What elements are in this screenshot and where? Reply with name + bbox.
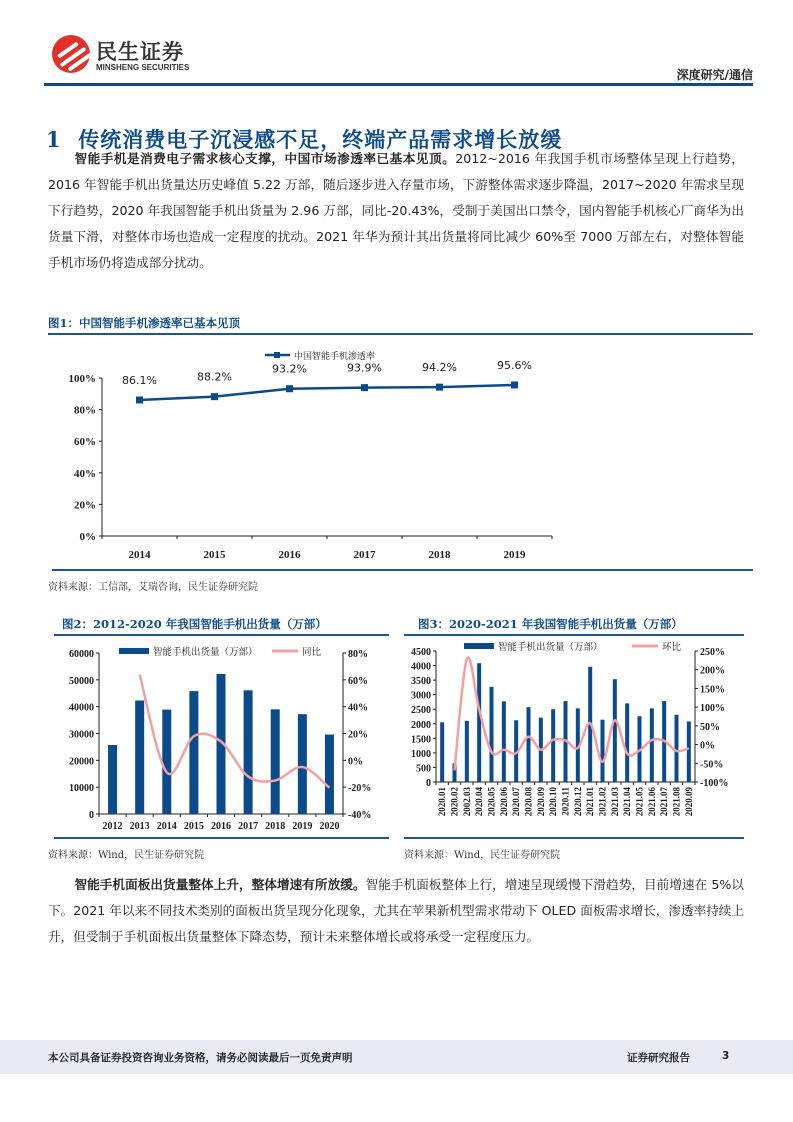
data-point-marker [286,385,293,392]
bar [625,703,629,782]
x-tick-label: 2020.04 [474,787,485,817]
x-tick-label: 2021.07 [659,787,670,817]
x-tick-label: 2021.03 [609,787,620,817]
y2-tick-label: 50% [700,721,720,733]
y2-tick-label: 250% [700,647,725,658]
bar [325,735,334,814]
y2-tick-label: 100% [700,703,725,715]
x-tick-label: 2016 [211,821,231,832]
x-tick-label: 2016 [278,549,301,561]
x-tick-label: 2015 [183,821,204,832]
data-label: 86.1% [122,373,157,387]
bar [298,714,307,814]
bar [502,701,506,782]
x-tick-label: 2014 [128,549,151,561]
figure-1-source: 资料来源：工信部，艾瑞咨询，民生证券研究院 [48,582,258,593]
x-tick-label: 2020.10 [548,787,559,817]
y-tick-label: 60000 [69,649,94,660]
paragraph-1-lead: 智能手机是消费电子需求核心支撑，中国市场渗透率已基本见顶。 [74,151,456,166]
figure-1-bottom-rule [52,569,753,571]
logo-subtext: MINSHENG SECURITIES [96,63,190,72]
bar [601,720,605,782]
paragraph-2 [48,872,744,950]
data-point-marker [136,396,143,403]
y2-tick-label: 0% [700,740,715,752]
x-tick-label: 2015 [203,549,226,561]
y2-tick-label: 150% [700,684,725,696]
data-label: 88.2% [197,370,232,384]
legend-label: 中国智能手机渗透率 [294,352,376,362]
x-tick-label: 2020.09 [683,787,694,817]
bar [675,715,679,782]
bar [490,687,494,782]
x-tick-label: 2021.08 [671,787,682,817]
legend-bar-swatch [119,648,149,654]
data-label: 93.2% [272,362,307,376]
y2-tick-label: 60% [348,675,368,687]
y-tick-label: 3500 [411,676,431,688]
y2-tick-label: -100% [700,778,729,789]
bar [440,722,444,782]
data-point-marker [436,384,443,391]
figure-3-bottom-rule [404,837,744,839]
y-tick-label: 20% [74,499,96,512]
footer-disclaimer: 本公司具备证券投资咨询业务资格，请务必阅读最后一页免责声明 [48,1052,353,1064]
figure-1-title: 图1：中国智能手机渗透率已基本见顶 [48,316,240,330]
x-tick-label: 2020.11 [560,787,571,816]
figure-2-source: 资料来源：Wind，民生证券研究院 [48,850,205,861]
x-tick-label: 2020.01 [437,787,448,817]
figure-3-source: 资料来源：Wind，民生证券研究院 [404,850,561,861]
y2-tick-label: -20% [348,783,372,795]
data-point-marker [211,393,218,400]
x-tick-label: 2021.05 [634,787,645,817]
data-point-marker [361,384,368,391]
x-tick-label: 2018 [428,549,451,561]
x-tick-label: 2012 [102,821,123,832]
figure-2-bottom-rule [54,837,389,839]
legend-line-label: 环比 [662,642,682,653]
y-tick-label: 50000 [69,675,94,687]
x-tick-label: 2020.06 [498,787,509,817]
x-tick-label: 2020.07 [511,787,522,817]
y-tick-label: 1000 [411,748,431,760]
y-tick-label: 4000 [411,661,431,673]
x-tick-label: 2014 [156,821,177,832]
paragraph-2-body: 智能手机面板整体上行，增速呈现缓慢下滑趋势，目前增速在 5%以下。2021 年以来不同技术类别的面板出货呈现分化现象，尤其在苹果新机型需求带动下 OLED 面板需求增长，渗透率持续上升，但受制于手机面板出货量整体下降态势，预计未来整体增长或将承受一定程度压力。 [48,877,744,944]
y-tick-label: 2000 [411,719,431,731]
page-footer [0,1040,793,1074]
x-tick-label: 2017 [238,821,259,832]
y-tick-label: 3000 [411,690,431,702]
bar [189,691,198,814]
page-number: 3 [722,1050,730,1062]
bar [527,707,531,782]
y-tick-label: 30000 [69,729,94,741]
x-tick-label: 2021.02 [597,787,608,817]
bar [135,700,144,814]
x-tick-label: 2002.03 [461,787,472,817]
data-label: 95.6% [497,358,532,372]
y2-tick-label: 40% [348,702,368,714]
x-tick-label: 2017 [353,549,376,561]
bar [244,690,253,814]
y-tick-label: 40000 [69,702,94,714]
x-tick-label: 2020.09 [535,787,546,817]
footer-report-type: 证券研究报告 [627,1052,690,1064]
legend-marker [274,352,280,358]
y2-tick-label: 200% [700,665,725,677]
x-tick-label: 2020 [319,821,340,832]
y2-tick-label: 0% [348,756,363,768]
y-tick-label: 1500 [411,734,431,746]
logo-text: 民生证券 [96,40,184,64]
legend-line-label: 同比 [302,647,322,658]
report-category: 深度研究/通信 [676,68,753,82]
legend-bar-swatch [464,643,494,649]
figure-3-title: 图3：2020-2021 年我国智能手机出货量（万部） [418,617,683,631]
x-tick-label: 2021.04 [622,787,633,817]
section-title: 传统消费电子沉浸感不足，终端产品需求增长放缓 [78,127,563,152]
y2-tick-label: 20% [348,729,368,741]
figure-2-top-rule [54,634,389,636]
bar [613,679,617,782]
x-tick-label: 2013 [129,821,150,832]
y-tick-label: 2500 [411,705,431,717]
y-tick-label: 0 [426,778,431,789]
y-tick-label: 100% [68,373,96,385]
x-tick-label: 2021.06 [646,787,657,817]
y-tick-label: 4500 [411,647,431,658]
data-label: 94.2% [422,361,457,375]
y2-tick-label: -40% [348,810,372,821]
y-tick-label: 10000 [69,783,94,795]
y2-tick-label: 80% [348,649,368,660]
bar [551,709,555,782]
paragraph-1-body: 2012~2016 年我国手机市场整体呈现上行趋势，2016 年智能手机出货量达历史峰值 5.22 万部，随后逐步进入存量市场，下游整体需求逐步降温，2017~2020 年需求呈现下行趋势，2020 年我国智能手机出货量为 2.96 万部，同比-20.43%，受制于美国出口禁令，国内智能手机核心厂商华为出货量下滑，对整体市场也造成一定程度的扰动。2021 年华为预计其出货量将同比减少 60%至 7000 万部左右，对整体智能手机市场仍将造成部分扰动。 [48,151,745,270]
data-label: 93.9% [347,361,382,375]
penetration-line [140,385,515,400]
x-tick-label: 2018 [265,821,286,832]
y-tick-label: 0% [79,531,96,543]
y-tick-label: 40% [74,467,96,480]
x-tick-label: 2021.01 [585,787,596,817]
legend-bar-label: 智能手机出货量（万部） [153,647,258,658]
x-tick-label: 2020.05 [486,787,497,817]
y2-tick-label: -50% [700,759,724,771]
bar [271,709,280,814]
x-tick-label: 2020.02 [449,787,460,817]
figure-3-top-rule [404,634,744,636]
x-tick-label: 2019 [292,821,313,832]
bar [687,721,691,782]
y-tick-label: 20000 [69,756,94,768]
bar [465,721,469,782]
bar [162,710,171,814]
y-tick-label: 80% [74,404,96,417]
paragraph-2-lead: 智能手机面板出货量整体上升，整体增速有所放缓。 [74,877,366,892]
bar [650,708,654,782]
bar [477,663,481,782]
data-point-marker [511,381,518,388]
y-tick-label: 60% [74,436,96,449]
y-tick-label: 0 [89,810,94,821]
x-tick-label: 2020.12 [572,787,583,817]
figure-2-title: 图2：2012-2020 年我国智能手机出货量（万部） [62,617,327,631]
x-tick-label: 2019 [503,549,526,561]
x-tick-label: 2020.08 [523,787,534,817]
legend-bar-label: 智能手机出货量（万部） [498,642,603,653]
bar [108,745,117,814]
section-number: 1 [46,127,62,152]
y-tick-label: 500 [416,763,431,775]
